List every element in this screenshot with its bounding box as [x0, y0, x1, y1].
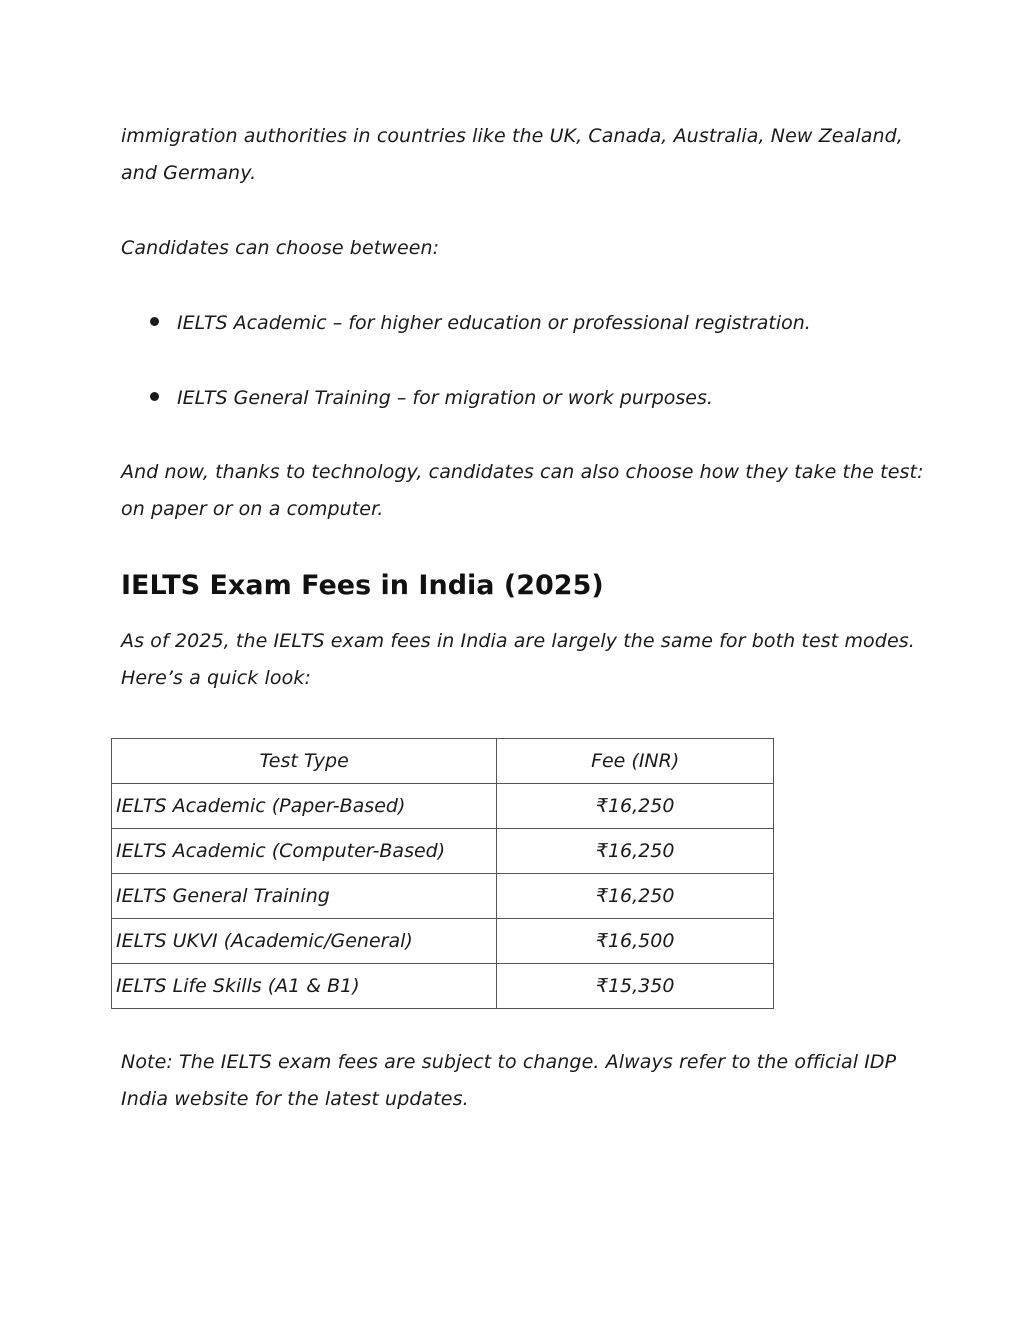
- test-type-cell: IELTS Life Skills (A1 & B1): [112, 964, 497, 1009]
- table-row: [112, 784, 774, 829]
- test-type-cell: IELTS UKVI (Academic/General): [112, 919, 497, 964]
- list-item: [150, 380, 713, 417]
- list-item: [150, 305, 811, 342]
- intro-line: and Germany.: [121, 162, 257, 184]
- section-heading: IELTS Exam Fees in India (2025): [121, 570, 604, 601]
- fees-table: [111, 738, 774, 1009]
- technology-paragraph: [121, 454, 924, 528]
- bullet-icon: [150, 317, 159, 326]
- table-row: [112, 919, 774, 964]
- header-test-type: Test Type: [112, 739, 497, 784]
- list-item-text: IELTS General Training – for migration or work purposes.: [177, 387, 713, 409]
- fee-cell: ₹16,500: [497, 919, 774, 964]
- fees-intro-line: As of 2025, the IELTS exam fees in India are largely the same for both test modes.: [121, 630, 915, 652]
- fees-intro-paragraph: [121, 623, 921, 697]
- intro-paragraph: [121, 118, 921, 192]
- choose-paragraph: [121, 230, 921, 267]
- bullet-icon: [150, 392, 159, 401]
- intro-line: immigration authorities in countries like the UK, Canada, Australia, New Zealand,: [121, 125, 903, 147]
- fee-cell: ₹16,250: [497, 874, 774, 919]
- table-header-row: [112, 739, 774, 784]
- note-line: Note: The IELTS exam fees are subject to change. Always refer to the official IDP: [121, 1051, 897, 1073]
- test-type-cell: IELTS Academic (Computer-Based): [112, 829, 497, 874]
- header-fee: Fee (INR): [497, 739, 774, 784]
- fee-cell: ₹15,350: [497, 964, 774, 1009]
- test-type-cell: IELTS General Training: [112, 874, 497, 919]
- technology-line: on paper or on a computer.: [121, 498, 384, 520]
- list-item-text: IELTS Academic – for higher education or professional registration.: [177, 312, 811, 334]
- fee-cell: ₹16,250: [497, 784, 774, 829]
- test-type-cell: IELTS Academic (Paper-Based): [112, 784, 497, 829]
- choose-text: Candidates can choose between:: [121, 237, 440, 259]
- table-row: [112, 874, 774, 919]
- technology-line: And now, thanks to technology, candidates can also choose how they take the test:: [121, 461, 924, 483]
- fees-intro-line: Here’s a quick look:: [121, 667, 311, 689]
- note-line: India website for the latest updates.: [121, 1088, 469, 1110]
- note-paragraph: [121, 1044, 921, 1118]
- fee-cell: ₹16,250: [497, 829, 774, 874]
- table-row: [112, 829, 774, 874]
- table-row: [112, 964, 774, 1009]
